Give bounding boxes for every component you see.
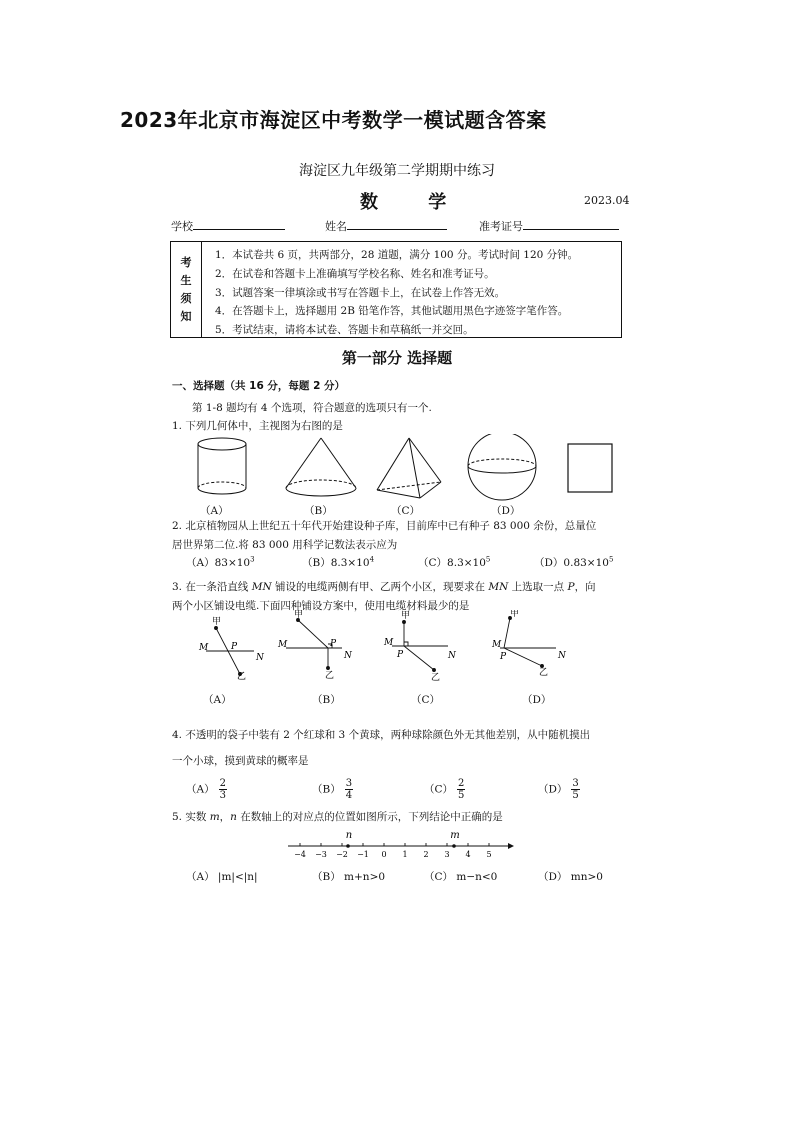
svg-text:P: P (500, 652, 507, 662)
q4-option-c[interactable]: （C） $\frac{2}{5}$ (424, 778, 465, 801)
school-field[interactable]: 学校 (171, 218, 193, 234)
q3-cable-figures (194, 610, 584, 682)
point-n (346, 844, 350, 848)
cable-plan-d (500, 617, 556, 668)
svg-text:甲: 甲 (294, 610, 304, 620)
notice-item: 2．在试卷和答题卡上准确填写学校名称、姓名和准考证号。 (215, 267, 495, 280)
svg-text:P: P (231, 642, 238, 652)
svg-text:N: N (344, 651, 352, 661)
notice-item: 5．考试结束，请将本试卷、答题卡和草稿纸一并交回。 (215, 324, 474, 337)
number-line-tick-label: 3 (444, 850, 450, 859)
sphere-shape (468, 434, 536, 500)
q5-option-d[interactable]: （D） mn>0 (538, 871, 603, 883)
name-field[interactable]: 姓名 (325, 218, 347, 234)
question-4-text: 4. 不透明的袋子中装有 2 个红球和 3 个黄球，两种球除颜色外无其他差别，从中随机摸出 一个小球，摸到黄球的概率是 (172, 729, 591, 767)
notice-item: 3．试题答案一律填涂或书写在答题卡上，在试卷上作答无效。 (215, 286, 506, 299)
q5-option-b[interactable]: （B） m+n>0 (312, 871, 386, 883)
svg-text:甲: 甲 (401, 611, 411, 621)
notice-label: 考 生 须 知 (171, 242, 202, 337)
svg-text:m: m (450, 830, 460, 841)
question-2-text: 2. 北京植物园从上世纪五十年代开始建设种子库，目前库中已有种子 83 000 余份，总量位 居世界第二位.将 83 000 用科学记数法表示应为 (172, 520, 597, 551)
q5-number-line (282, 826, 522, 860)
number-line-tick-label: 5 (486, 850, 492, 859)
svg-text:N: N (448, 651, 456, 661)
cable-plan-c (392, 621, 448, 672)
q2-option-c[interactable]: $(C)8.3\times 10^5$ (418, 555, 491, 569)
cone-shape (286, 438, 356, 496)
q5-option-c[interactable]: （C） m−n<0 (424, 871, 498, 883)
number-line-tick-label: 4 (465, 850, 471, 859)
svg-text:M: M (278, 640, 288, 650)
cable-plan-a (206, 627, 254, 676)
svg-text:乙: 乙 (325, 671, 335, 681)
q4-option-a[interactable]: （A） $\frac{2}{3}$ (186, 778, 226, 801)
svg-text:N: N (256, 653, 264, 663)
svg-text:P: P (330, 639, 337, 649)
svg-text:M: M (492, 640, 502, 650)
number-line-tick-label: 2 (423, 850, 429, 859)
q1-option-b[interactable]: （B） (304, 505, 333, 517)
exam-name: 海淀区九年级第二学期期中练习 (299, 163, 495, 179)
q2-option-d[interactable]: $(D)0.83\times 10^5$ (534, 555, 614, 569)
notice-item: 4．在答题卡上，选择题用 2B 铅笔作答，其他试题用黑色字迹签字笔作答。 (215, 305, 569, 318)
pyramid-shape (377, 438, 441, 498)
q5-option-a[interactable]: （A） |m|<|n| (186, 871, 258, 883)
ticket-number-field[interactable]: 准考证号 (479, 218, 523, 234)
q4-option-d[interactable]: （D） $\frac{3}{5}$ (538, 778, 579, 801)
cylinder-shape (198, 438, 246, 494)
q3-option-a[interactable]: （A） (203, 694, 232, 706)
notice-items (215, 246, 578, 340)
svg-text:M: M (199, 643, 209, 653)
section-note: 第 1-8 题均有 4 个选项，符合题意的选项只有一个. (192, 402, 432, 414)
exam-date: 2023.04 (584, 194, 630, 207)
point-m (452, 844, 456, 848)
exam-notice-box (170, 241, 622, 338)
question-1-text: 1. 下列几何体中，主视图为右图的是 (172, 420, 343, 432)
front-view-square (568, 444, 612, 492)
q1-option-d[interactable]: （D） (491, 505, 521, 517)
question-5-text: 5. 实数 m，n 在数轴上的对应点的位置如图所示，下列结论中正确的是 (172, 811, 503, 823)
q4-option-b[interactable]: （B） $\frac{3}{4}$ (312, 778, 353, 801)
svg-text:甲: 甲 (212, 617, 222, 627)
svg-text:M: M (384, 638, 394, 648)
number-line-tick-label: 1 (402, 850, 408, 859)
q1-solids-figure (180, 434, 620, 504)
svg-text:乙: 乙 (431, 673, 441, 682)
q1-option-c[interactable]: （C） (391, 505, 421, 517)
svg-text:乙: 乙 (237, 672, 247, 682)
number-line-tick-label: −2 (336, 850, 348, 859)
svg-text:乙: 乙 (539, 668, 549, 678)
notice-item: 1．本试卷共 6 页，共两部分，28 道题，满分 100 分。考试时间 120 分钟。 (215, 249, 579, 261)
svg-text:N: N (558, 651, 566, 661)
q1-option-a[interactable]: （A） (200, 505, 229, 517)
svg-text:n: n (345, 830, 353, 841)
part-title: 第一部分 选择题 (341, 349, 453, 367)
svg-text:甲: 甲 (510, 610, 520, 619)
number-line-tick-label: −3 (315, 850, 327, 859)
q2-option-a[interactable]: $(A)83\times 10^3$ (186, 555, 255, 569)
arrow-right-icon (508, 843, 514, 849)
q3-option-b[interactable]: （B） (312, 694, 341, 706)
question-3-text: 3. 在一条沿直线 MN 铺设的电缆两侧有甲、乙两个小区，现要求在 MN 上选取一点 P，向 两个小区铺设电缆.下面四种铺设方案中，使用电缆材料最少的是 (172, 581, 596, 612)
q3-option-c[interactable]: （C） (411, 694, 441, 706)
section-heading: 一、选择题（共 16 分，每题 2 分） (172, 380, 346, 392)
q3-option-d[interactable]: （D） (522, 694, 552, 706)
q2-option-b[interactable]: $(B)8.3\times 10^4$ (302, 555, 375, 569)
subject-title: 数 学 (360, 192, 469, 213)
number-line-tick-label: −4 (294, 850, 306, 859)
svg-text:P: P (397, 650, 404, 660)
document-title: 2023年北京市海淀区中考数学一模试题含答案 (120, 108, 547, 132)
number-line-tick-label: −1 (357, 850, 369, 859)
number-line-tick-label: 0 (381, 850, 387, 859)
